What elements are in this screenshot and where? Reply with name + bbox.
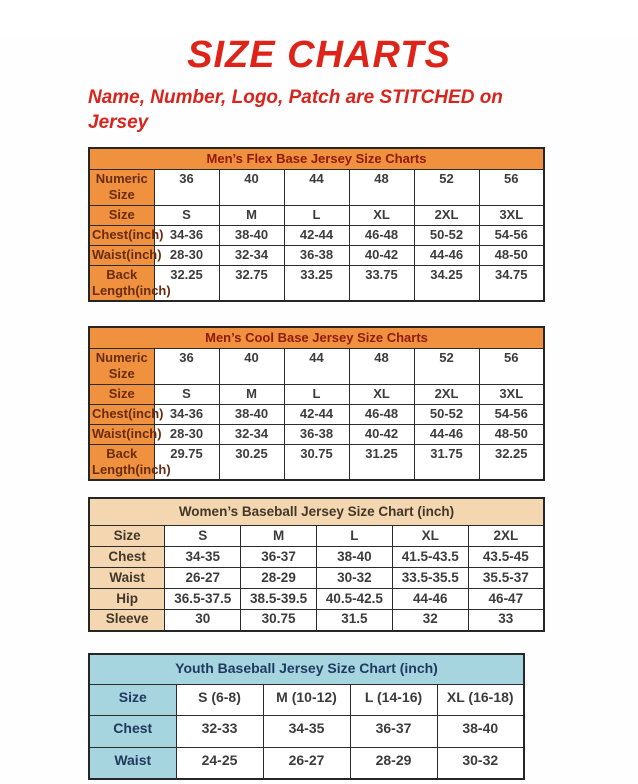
row-label: Size xyxy=(89,684,176,716)
row-label: Numeric Size xyxy=(89,170,154,206)
value-cell: 35.5-37 xyxy=(468,568,544,589)
value-cell: S xyxy=(165,526,241,547)
table-title-row xyxy=(89,498,544,526)
value-cell: 32 xyxy=(392,610,468,631)
row-label: Back Length(inch) xyxy=(89,265,154,301)
table-row xyxy=(89,444,544,480)
value-cell: 30.75 xyxy=(241,610,317,631)
page-title: SIZE CHARTS xyxy=(187,34,451,76)
value-cell: 44-46 xyxy=(414,424,479,444)
value-cell: 34-35 xyxy=(165,547,241,568)
value-cell: 46-48 xyxy=(349,225,414,245)
value-cell: 52 xyxy=(414,170,479,206)
value-cell: 42-44 xyxy=(284,225,349,245)
value-cell: 48 xyxy=(349,170,414,206)
table-title-row xyxy=(89,654,524,685)
value-cell: L xyxy=(316,526,392,547)
value-cell: 33.25 xyxy=(284,265,349,301)
value-cell: 41.5-43.5 xyxy=(392,547,468,568)
table-row xyxy=(89,205,544,225)
value-cell: 38-40 xyxy=(316,547,392,568)
value-cell: 56 xyxy=(479,349,544,385)
table-title-row xyxy=(89,327,544,349)
value-cell: 46-48 xyxy=(349,404,414,424)
value-cell: 33.5-35.5 xyxy=(392,568,468,589)
row-label: Waist(inch) xyxy=(89,245,154,265)
value-cell: 36.5-37.5 xyxy=(165,589,241,610)
table-row xyxy=(89,589,544,610)
value-cell: 36-37 xyxy=(350,716,437,748)
value-cell: 48-50 xyxy=(479,245,544,265)
value-cell: 54-56 xyxy=(479,225,544,245)
value-cell: 40-42 xyxy=(349,424,414,444)
value-cell: 32.25 xyxy=(479,444,544,480)
row-label: Size xyxy=(89,526,165,547)
size-charts-page xyxy=(0,34,638,784)
value-cell: 30-32 xyxy=(437,747,524,779)
value-cell: 36-38 xyxy=(284,245,349,265)
value-cell: L (14-16) xyxy=(350,684,437,716)
value-cell: 2XL xyxy=(414,384,479,404)
table-row xyxy=(89,404,544,424)
value-cell: 42-44 xyxy=(284,404,349,424)
value-cell: 38.5-39.5 xyxy=(241,589,317,610)
value-cell: 50-52 xyxy=(414,404,479,424)
value-cell: 24-25 xyxy=(176,747,263,779)
value-cell: 52 xyxy=(414,349,479,385)
value-cell: 50-52 xyxy=(414,225,479,245)
value-cell: XL xyxy=(349,384,414,404)
value-cell: 34-36 xyxy=(154,404,219,424)
value-cell: 34.25 xyxy=(414,265,479,301)
value-cell: 36-38 xyxy=(284,424,349,444)
value-cell: 46-47 xyxy=(468,589,544,610)
value-cell: 3XL xyxy=(479,205,544,225)
value-cell: 44 xyxy=(284,170,349,206)
table-title: Youth Baseball Jersey Size Chart (inch) xyxy=(89,654,524,685)
table-title: Women’s Baseball Jersey Size Chart (inch) xyxy=(89,498,544,526)
table-row xyxy=(89,547,544,568)
value-cell: 34.75 xyxy=(479,265,544,301)
table-row xyxy=(89,265,544,301)
value-cell: 56 xyxy=(479,170,544,206)
value-cell: 3XL xyxy=(479,384,544,404)
value-cell: 29.75 xyxy=(154,444,219,480)
table-row xyxy=(89,568,544,589)
value-cell: 44 xyxy=(284,349,349,385)
value-cell: 30.25 xyxy=(219,444,284,480)
table-row xyxy=(89,610,544,631)
table-row xyxy=(89,170,544,206)
table-title: Men’s Flex Base Jersey Size Charts xyxy=(89,148,544,170)
value-cell: 32-33 xyxy=(176,716,263,748)
table-row xyxy=(89,225,544,245)
page-subtitle: Name, Number, Logo, Patch are STITCHED on Jersey xyxy=(88,87,503,134)
value-cell: 28-30 xyxy=(154,245,219,265)
table-row xyxy=(89,716,524,748)
tables-container xyxy=(88,147,638,780)
table-row xyxy=(89,747,524,779)
table-row xyxy=(89,526,544,547)
value-cell: 32.25 xyxy=(154,265,219,301)
value-cell: 44-46 xyxy=(414,245,479,265)
table-row xyxy=(89,424,544,444)
size-table-mens-flex-base xyxy=(88,147,545,302)
table-row xyxy=(89,384,544,404)
value-cell: XL xyxy=(392,526,468,547)
size-table-youth-baseball xyxy=(88,653,525,781)
value-cell: S (6-8) xyxy=(176,684,263,716)
value-cell: 28-29 xyxy=(241,568,317,589)
value-cell: 2XL xyxy=(468,526,544,547)
value-cell: L xyxy=(284,384,349,404)
value-cell: 34-36 xyxy=(154,225,219,245)
value-cell: 36-37 xyxy=(241,547,317,568)
row-label: Waist(inch) xyxy=(89,424,154,444)
row-label: Size xyxy=(89,205,154,225)
value-cell: L xyxy=(284,205,349,225)
value-cell: 32-34 xyxy=(219,245,284,265)
value-cell: 31.75 xyxy=(414,444,479,480)
value-cell: M xyxy=(241,526,317,547)
value-cell: 48 xyxy=(349,349,414,385)
value-cell: 26-27 xyxy=(263,747,350,779)
value-cell: 34-35 xyxy=(263,716,350,748)
row-label: Chest(inch) xyxy=(89,404,154,424)
value-cell: 33 xyxy=(468,610,544,631)
value-cell: XL (16-18) xyxy=(437,684,524,716)
row-label: Hip xyxy=(89,589,165,610)
row-label: Back Length(inch) xyxy=(89,444,154,480)
value-cell: 40 xyxy=(219,170,284,206)
value-cell: 2XL xyxy=(414,205,479,225)
table-title: Men’s Cool Base Jersey Size Charts xyxy=(89,327,544,349)
value-cell: 28-30 xyxy=(154,424,219,444)
value-cell: 31.25 xyxy=(349,444,414,480)
size-table-mens-cool-base xyxy=(88,326,545,481)
value-cell: 40 xyxy=(219,349,284,385)
value-cell: 30 xyxy=(165,610,241,631)
value-cell: 36 xyxy=(154,170,219,206)
value-cell: 40-42 xyxy=(349,245,414,265)
table-row xyxy=(89,349,544,385)
row-label: Waist xyxy=(89,568,165,589)
row-label: Sleeve xyxy=(89,610,165,631)
table-row xyxy=(89,245,544,265)
row-label: Waist xyxy=(89,747,176,779)
value-cell: 26-27 xyxy=(165,568,241,589)
value-cell: 48-50 xyxy=(479,424,544,444)
size-table-womens-baseball xyxy=(88,497,545,632)
value-cell: 44-46 xyxy=(392,589,468,610)
value-cell: 30-32 xyxy=(316,568,392,589)
value-cell: 32-34 xyxy=(219,424,284,444)
value-cell: 38-40 xyxy=(219,404,284,424)
row-label: Chest(inch) xyxy=(89,225,154,245)
value-cell: M (10-12) xyxy=(263,684,350,716)
value-cell: M xyxy=(219,384,284,404)
value-cell: 32.75 xyxy=(219,265,284,301)
value-cell: S xyxy=(154,384,219,404)
row-label: Chest xyxy=(89,716,176,748)
row-label: Numeric Size xyxy=(89,349,154,385)
row-label: Chest xyxy=(89,547,165,568)
value-cell: XL xyxy=(349,205,414,225)
value-cell: S xyxy=(154,205,219,225)
table-title-row xyxy=(89,148,544,170)
value-cell: M xyxy=(219,205,284,225)
value-cell: 38-40 xyxy=(437,716,524,748)
value-cell: 40.5-42.5 xyxy=(316,589,392,610)
value-cell: 36 xyxy=(154,349,219,385)
value-cell: 43.5-45 xyxy=(468,547,544,568)
value-cell: 33.75 xyxy=(349,265,414,301)
table-row xyxy=(89,684,524,716)
row-label: Size xyxy=(89,384,154,404)
value-cell: 31.5 xyxy=(316,610,392,631)
value-cell: 30.75 xyxy=(284,444,349,480)
value-cell: 38-40 xyxy=(219,225,284,245)
value-cell: 28-29 xyxy=(350,747,437,779)
value-cell: 54-56 xyxy=(479,404,544,424)
